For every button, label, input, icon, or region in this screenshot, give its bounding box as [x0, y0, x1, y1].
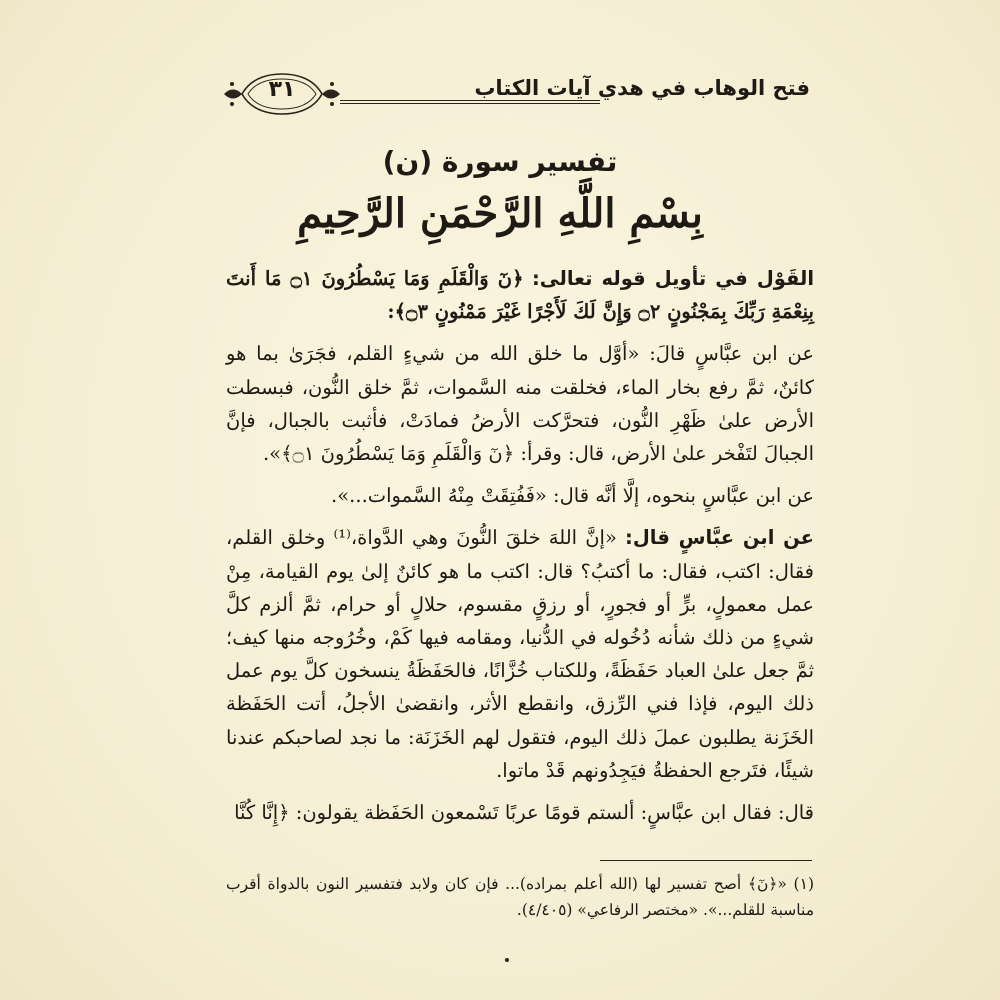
quran-verse: ﴿نٓ وَالْقَلَمِ وَمَا يَسْطُرُونَ ۝١ مَا أَنتَ بِنِعْمَةِ رَبِّكَ بِمَجْنُونٍ ۝٢ وَإِنَّ لَكَ لَأَجْرًا غَيْرَ مَمْنُونٍ ۝٣﴾: — [226, 267, 814, 324]
page-mark — [505, 958, 509, 962]
page-number: ٣١ — [268, 77, 296, 102]
paragraph-5 — [226, 796, 814, 829]
paragraph-2 — [226, 337, 814, 470]
paragraph-text: عن ابن عبَّاسٍ بنحوه، إلَّا أنَّه قال: «فَفُتِقَتْ مِنْهُ السَّموات...». — [331, 484, 814, 508]
book-title: فتح الوهاب في هدي آيات الكتاب — [474, 76, 810, 100]
paragraph-1 — [226, 262, 814, 328]
footnotes — [226, 871, 814, 923]
surah-title: تفسير سورة (ن) — [382, 145, 618, 178]
basmala: بِسْمِ اللَّهِ الرَّحْمَنِ الرَّحِيمِ — [297, 190, 703, 237]
main-text — [226, 262, 814, 838]
running-header — [222, 70, 810, 120]
paragraph-lead: عن ابن عبَّاسٍ قال: — [625, 526, 815, 550]
paragraph-lead: القَوْل في تأويل قوله تعالى: — [532, 267, 815, 290]
paragraph-4 — [226, 521, 814, 787]
header-rule — [340, 100, 600, 104]
paragraph-3 — [226, 479, 814, 512]
paragraph-text: عن ابن عبَّاسٍ قالَ: «أوَّل ما خلق الله من شيءٍ القلم، فجَرَىٰ بما هو كائنٌ، ثمَّ رفع بخار الماء، فخلقت منه السَّموات، ثمَّ خلق النُّون، فبسطت الأرض علىٰ ظَهْرِ النُّون، فتحرَّكت الأرضُ فمادَتْ، فأثبت بالجبال، فإنَّ الجبالَ لتَفْخر علىٰ الأرض، قال: وقرأ: ﴿نٓ وَالْقَلَمِ وَمَا يَسْطُرُونَ ۝١﴾». — [226, 342, 814, 466]
paragraph-text: قال: فقال ابن عبَّاسٍ: ألستم قومًا عربًا تَسْمعون الحَفَظة يقولون: ﴿إِنَّا كُنَّا — [234, 801, 814, 825]
footnote-1: (١) «﴿نٓ﴾ أصح تفسير لها (الله أعلم بمراده)... فإن كان ولابد فتفسير النون بالدواة أقرب مناسبة للقلم...». «مختصر الرفاعي» (٤/٤٠٥). — [226, 875, 814, 919]
footnote-rule — [600, 860, 812, 861]
paragraph-text: «إنَّ اللهَ خلقَ النُّونَ وهي الدَّواة،⁽¹⁾ وخلق القلم، فقال: اكتب، فقال: ما أكتبُ؟ قال: اكتب ما هو كائنٌ إلىٰ يوم القيامة، مِنْ عمل معمولٍ، برٍّ أو فجورٍ، أو رزقٍ مقسوم، حلالٍ أو حرام، ثمَّ ألزم كلَّ شيءٍ من ذلك شأنه دُخُوله في الدُّنيا، ومقامه فيها كَمْ، وخُرُوجه منها كيف؛ ثمَّ جعل علىٰ العباد حَفَظَةً، وللكتاب خُزَّانًا، فالحَفَظَةُ ينسخون كلَّ يوم عمل ذلك اليوم، فإذا فني الرِّزق، وانقطع الأثر، وانقضىٰ الأجلُ، أتت الحَفَظة الخَزَنة يطلبون عملَ ذلك اليوم، فتقول لهم الخَزَنَة: ما نجد لصاحبكم عندنا شيئًا، فتَرجع الحفظةُ فيَجِدُونهم قَدْ ماتوا. — [226, 526, 814, 782]
